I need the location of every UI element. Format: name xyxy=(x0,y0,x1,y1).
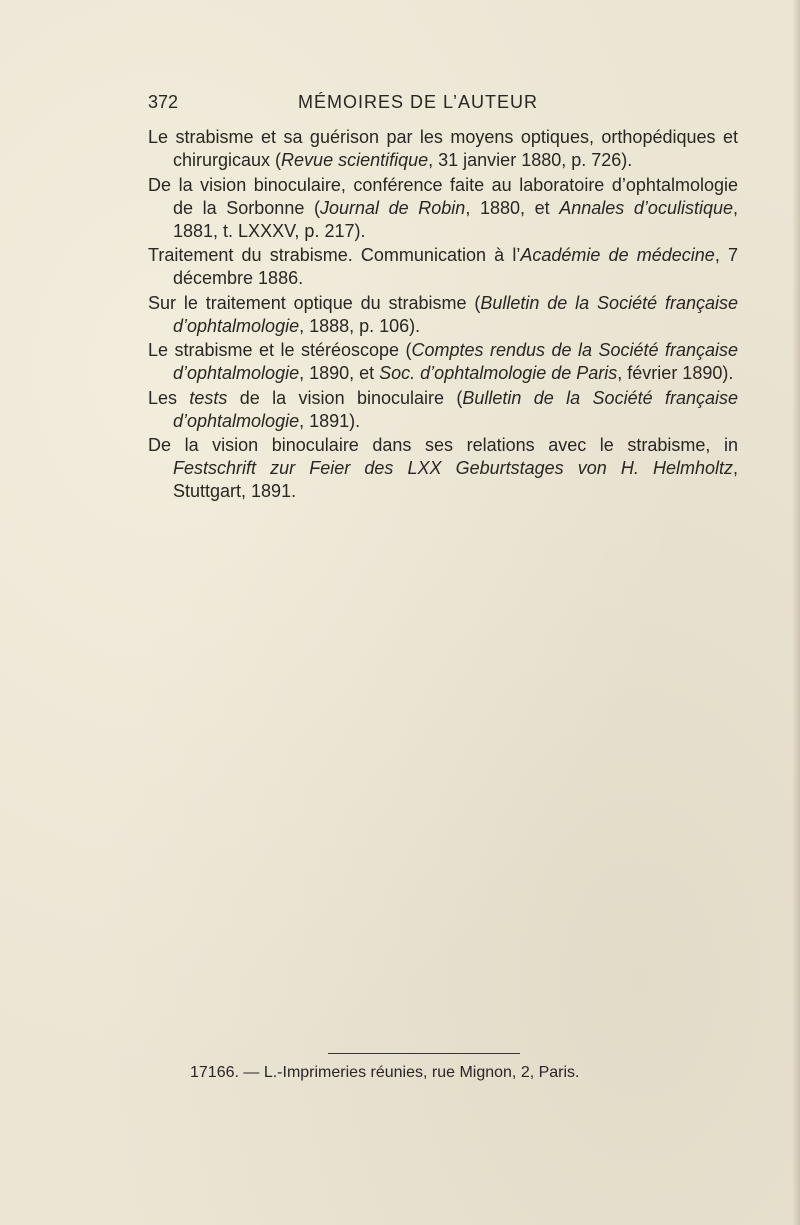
entry-title: Journal de Robin xyxy=(319,197,466,218)
entry-text: , 1891). xyxy=(299,410,361,431)
bibliography-entry xyxy=(148,387,738,433)
entry-text: Le strabisme et le stéréoscope ( xyxy=(148,340,412,360)
entry-text: , février 1890). xyxy=(617,363,734,383)
entry-title: Bulletin de la Société française d’ophtalmologie xyxy=(173,292,738,336)
running-title: MÉMOIRES DE L’AUTEUR xyxy=(298,92,539,112)
entry-text: De la vision binoculaire dans ses relations avec le strabisme, in xyxy=(148,435,738,455)
page-header xyxy=(148,92,738,116)
page-edge-shadow xyxy=(792,0,800,1225)
page-number: 372 xyxy=(148,92,179,112)
footer-rule xyxy=(328,1053,520,1054)
bibliography-list xyxy=(148,126,738,505)
entry-text: Sur le traitement optique du strabisme ( xyxy=(148,292,481,313)
entry-title: Comptes rendus de la Société française d’ophtalmologie xyxy=(173,340,738,383)
entry-title: Festschrift zur Feier des LXX Geburtstages von H. Helmholtz xyxy=(173,458,733,478)
entry-title: Bulletin de la Société française d’ophtalmologie xyxy=(173,387,738,431)
entry-text: , 7 décembre 1886. xyxy=(173,245,738,288)
entry-text: , 1881, t. LXXXV, p. 217). xyxy=(173,197,738,241)
entry-title: Soc. d’ophtalmologie de Paris xyxy=(379,363,618,383)
entry-text: Le strabisme et sa guérison par les moyens optiques, orthopédiques et chirurgicaux ( xyxy=(148,127,738,170)
bibliography-entry xyxy=(148,292,738,338)
entry-title: Revue scientifique xyxy=(281,150,429,170)
bibliography-entry xyxy=(148,339,738,385)
bibliography-entry xyxy=(148,244,738,290)
entry-text: , 31 janvier 1880, p. 726). xyxy=(428,150,633,170)
entry-text: , 1888, p. 106). xyxy=(299,315,421,336)
entry-text: De la vision binoculaire, conférence faite au laboratoire d’ophtalmologie de la Sorbonne ( xyxy=(148,174,738,218)
entry-text: Traitement du strabisme. Communication à l’ xyxy=(148,245,521,265)
entry-text: de la vision binoculaire ( xyxy=(227,387,463,408)
entry-text: , 1890, et xyxy=(299,363,380,383)
printer-imprint: 17166. — L.-Imprimeries réunies, rue Mignon, 2, Paris. xyxy=(190,1064,580,1081)
entry-text: , Stuttgart, 1891. xyxy=(173,458,738,501)
bibliography-entry xyxy=(148,434,738,503)
entry-text: Les xyxy=(148,387,190,408)
bibliography-entry xyxy=(148,174,738,243)
entry-title: Annales d’oculistique xyxy=(559,197,733,218)
bibliography-entry xyxy=(148,126,738,172)
entry-text: , 1880, et xyxy=(465,197,560,218)
entry-title: Académie de médecine xyxy=(520,245,715,265)
entry-title: tests xyxy=(189,387,228,408)
